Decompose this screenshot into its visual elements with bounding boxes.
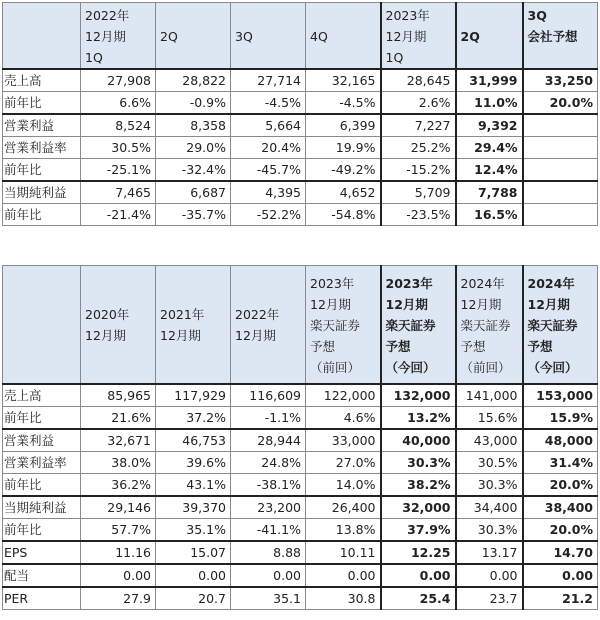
table-cell: 29.0% — [156, 137, 231, 159]
table-cell: 20.7 — [156, 587, 231, 610]
table-cell: 0.00 — [381, 564, 456, 587]
table-cell: 37.9% — [381, 518, 456, 541]
table-cell: 6,399 — [306, 114, 381, 137]
table-cell: 40,000 — [381, 429, 456, 452]
table-cell: 33,250 — [523, 69, 598, 92]
table-cell: -38.1% — [231, 473, 306, 496]
table-row — [3, 473, 598, 496]
table-cell: 27.0% — [306, 451, 381, 473]
table-cell: 0.00 — [456, 564, 523, 587]
table-cell — [523, 159, 598, 182]
table-cell: 32,165 — [306, 69, 381, 92]
table-cell: 20.0% — [523, 473, 598, 496]
table-cell: 32,671 — [81, 429, 156, 452]
table-cell: 117,929 — [156, 384, 231, 407]
table-cell: 24.8% — [231, 451, 306, 473]
header-2021: 2021年 12月期 — [156, 266, 231, 384]
table-cell: 38,400 — [523, 496, 598, 519]
table-cell: 38.2% — [381, 473, 456, 496]
table-cell: -4.5% — [231, 92, 306, 115]
table-cell: 12.4% — [456, 159, 523, 182]
table-cell: 35.1 — [231, 587, 306, 610]
table-row — [3, 159, 598, 182]
table-cell: 15.07 — [156, 541, 231, 564]
table-cell: 23,200 — [231, 496, 306, 519]
table-row — [3, 69, 598, 92]
table-cell: 31,999 — [456, 69, 523, 92]
row-label: 営業利益 — [3, 114, 81, 137]
table-cell: -32.4% — [156, 159, 231, 182]
table-cell: 0.00 — [231, 564, 306, 587]
row-label: 前年比 — [3, 473, 81, 496]
table-cell: 6,687 — [156, 181, 231, 204]
table-cell: 38.0% — [81, 451, 156, 473]
header-2024-forecast-now: 2024年 12月期 楽天証券 予想 （今回） — [523, 266, 598, 384]
table-cell: 13.17 — [456, 541, 523, 564]
table-cell: 26,400 — [306, 496, 381, 519]
table-cell: 20.0% — [523, 518, 598, 541]
table-cell: 48,000 — [523, 429, 598, 452]
header-2022: 2022年 12月期 — [231, 266, 306, 384]
table-cell: 28,822 — [156, 69, 231, 92]
table-cell: 21.6% — [81, 406, 156, 429]
row-label: 前年比 — [3, 92, 81, 115]
table-cell: 20.4% — [231, 137, 306, 159]
table-cell: 21.2 — [523, 587, 598, 610]
table-cell: 27,714 — [231, 69, 306, 92]
table-row — [3, 181, 598, 204]
row-label: 配当 — [3, 564, 81, 587]
table-cell: 2.6% — [381, 92, 456, 115]
table-cell: 15.6% — [456, 406, 523, 429]
table-cell: 5,709 — [381, 181, 456, 204]
header-2023-1q: 2023年 12月期 1Q — [381, 3, 456, 70]
table-cell: 19.9% — [306, 137, 381, 159]
table-cell: 39.6% — [156, 451, 231, 473]
table-cell: 132,000 — [381, 384, 456, 407]
table-cell: 29,146 — [81, 496, 156, 519]
table-cell: 0.00 — [156, 564, 231, 587]
table-cell: -23.5% — [381, 204, 456, 226]
header-2023-3q-forecast: 3Q 会社予想 — [523, 3, 598, 70]
table-row — [3, 384, 598, 407]
table-cell: -49.2% — [306, 159, 381, 182]
table-cell: 43.1% — [156, 473, 231, 496]
header-2024-forecast-prev: 2024年 12月期 楽天証券 予想 （前回） — [456, 266, 523, 384]
row-label: 前年比 — [3, 518, 81, 541]
header-2022-3q: 3Q — [231, 3, 306, 70]
header-2023-forecast-now: 2023年 12月期 楽天証券 予想 （今回） — [381, 266, 456, 384]
table-cell — [523, 137, 598, 159]
table-cell: 30.3% — [456, 518, 523, 541]
table-cell: -4.5% — [306, 92, 381, 115]
table-cell: 0.00 — [81, 564, 156, 587]
table-row — [3, 451, 598, 473]
table-cell — [523, 204, 598, 226]
table-cell: 20.0% — [523, 92, 598, 115]
table-cell: 7,227 — [381, 114, 456, 137]
table-cell: 36.2% — [81, 473, 156, 496]
table-cell: 8,358 — [156, 114, 231, 137]
table-cell: 85,965 — [81, 384, 156, 407]
table-cell: 4,395 — [231, 181, 306, 204]
table-row — [3, 204, 598, 226]
table-cell: 6.6% — [81, 92, 156, 115]
table-cell: 30.5% — [81, 137, 156, 159]
table-cell: 34,400 — [456, 496, 523, 519]
header-2022-2q: 2Q — [156, 3, 231, 70]
header-2022-1q: 2022年 12月期 1Q — [81, 3, 156, 70]
table-cell: 28,944 — [231, 429, 306, 452]
row-label: 売上高 — [3, 384, 81, 407]
table-cell: 30.8 — [306, 587, 381, 610]
table-row — [3, 429, 598, 452]
table-row — [3, 587, 598, 610]
table-cell: 25.2% — [381, 137, 456, 159]
table-cell: 4,652 — [306, 181, 381, 204]
table-cell: 30.3% — [381, 451, 456, 473]
row-label: 営業利益率 — [3, 451, 81, 473]
table-cell: 37.2% — [156, 406, 231, 429]
annual-header-row — [3, 266, 598, 384]
table-cell: 33,000 — [306, 429, 381, 452]
table-cell: 23.7 — [456, 587, 523, 610]
table-cell: 7,788 — [456, 181, 523, 204]
table-cell: 25.4 — [381, 587, 456, 610]
table-cell: 46,753 — [156, 429, 231, 452]
table-cell: 116,609 — [231, 384, 306, 407]
table-row — [3, 406, 598, 429]
row-label: PER — [3, 587, 81, 610]
table-cell: -41.1% — [231, 518, 306, 541]
annual-forecast-table — [2, 265, 598, 610]
row-label: 営業利益率 — [3, 137, 81, 159]
table-cell: 13.8% — [306, 518, 381, 541]
table-cell: 153,000 — [523, 384, 598, 407]
row-label: 前年比 — [3, 204, 81, 226]
table-cell: 12.25 — [381, 541, 456, 564]
table-cell: 11.16 — [81, 541, 156, 564]
quarterly-results-table — [2, 2, 598, 226]
table-cell: -1.1% — [231, 406, 306, 429]
header-2023-forecast-prev: 2023年 12月期 楽天証券 予想 （前回） — [306, 266, 381, 384]
table-cell: 35.1% — [156, 518, 231, 541]
row-label: 営業利益 — [3, 429, 81, 452]
table-cell: 0.00 — [523, 564, 598, 587]
quarterly-header-row — [3, 3, 598, 70]
table-cell: 27.9 — [81, 587, 156, 610]
table-cell: -54.8% — [306, 204, 381, 226]
table-cell: 15.9% — [523, 406, 598, 429]
table-cell: -0.9% — [156, 92, 231, 115]
table-cell: 31.4% — [523, 451, 598, 473]
table-cell: 0.00 — [306, 564, 381, 587]
row-label: 前年比 — [3, 159, 81, 182]
table-row — [3, 496, 598, 519]
table-row — [3, 137, 598, 159]
row-label: 売上高 — [3, 69, 81, 92]
table-cell: 30.3% — [456, 473, 523, 496]
table-cell: -21.4% — [81, 204, 156, 226]
table-cell: 57.7% — [81, 518, 156, 541]
table-cell: 32,000 — [381, 496, 456, 519]
table-cell: 8.88 — [231, 541, 306, 564]
table-cell: 8,524 — [81, 114, 156, 137]
table-row — [3, 92, 598, 115]
table-cell: -52.2% — [231, 204, 306, 226]
table-row — [3, 564, 598, 587]
table-cell: 43,000 — [456, 429, 523, 452]
table-cell: -15.2% — [381, 159, 456, 182]
table-row — [3, 541, 598, 564]
table-cell: 122,000 — [306, 384, 381, 407]
table-cell: 5,664 — [231, 114, 306, 137]
table-cell: 9,392 — [456, 114, 523, 137]
header-corner — [3, 3, 81, 70]
table-row — [3, 114, 598, 137]
table-row — [3, 518, 598, 541]
table-cell: 27,908 — [81, 69, 156, 92]
row-label: EPS — [3, 541, 81, 564]
table-cell: 13.2% — [381, 406, 456, 429]
table-cell: 14.0% — [306, 473, 381, 496]
table-cell — [523, 181, 598, 204]
table-cell: 10.11 — [306, 541, 381, 564]
header-2023-2q: 2Q — [456, 3, 523, 70]
row-label: 当期純利益 — [3, 181, 81, 204]
table-cell: 30.5% — [456, 451, 523, 473]
table-cell: 28,645 — [381, 69, 456, 92]
table-cell: 141,000 — [456, 384, 523, 407]
table-cell: 7,465 — [81, 181, 156, 204]
row-label: 前年比 — [3, 406, 81, 429]
table-cell: -25.1% — [81, 159, 156, 182]
table-cell: 4.6% — [306, 406, 381, 429]
table-cell: 29.4% — [456, 137, 523, 159]
header-2022-4q: 4Q — [306, 3, 381, 70]
header-2020: 2020年 12月期 — [81, 266, 156, 384]
table-cell — [523, 114, 598, 137]
table-cell: 14.70 — [523, 541, 598, 564]
table-cell: -45.7% — [231, 159, 306, 182]
table-cell: 11.0% — [456, 92, 523, 115]
table-cell: 16.5% — [456, 204, 523, 226]
table-cell: 39,370 — [156, 496, 231, 519]
row-label: 当期純利益 — [3, 496, 81, 519]
header-corner — [3, 266, 81, 384]
table-cell: -35.7% — [156, 204, 231, 226]
